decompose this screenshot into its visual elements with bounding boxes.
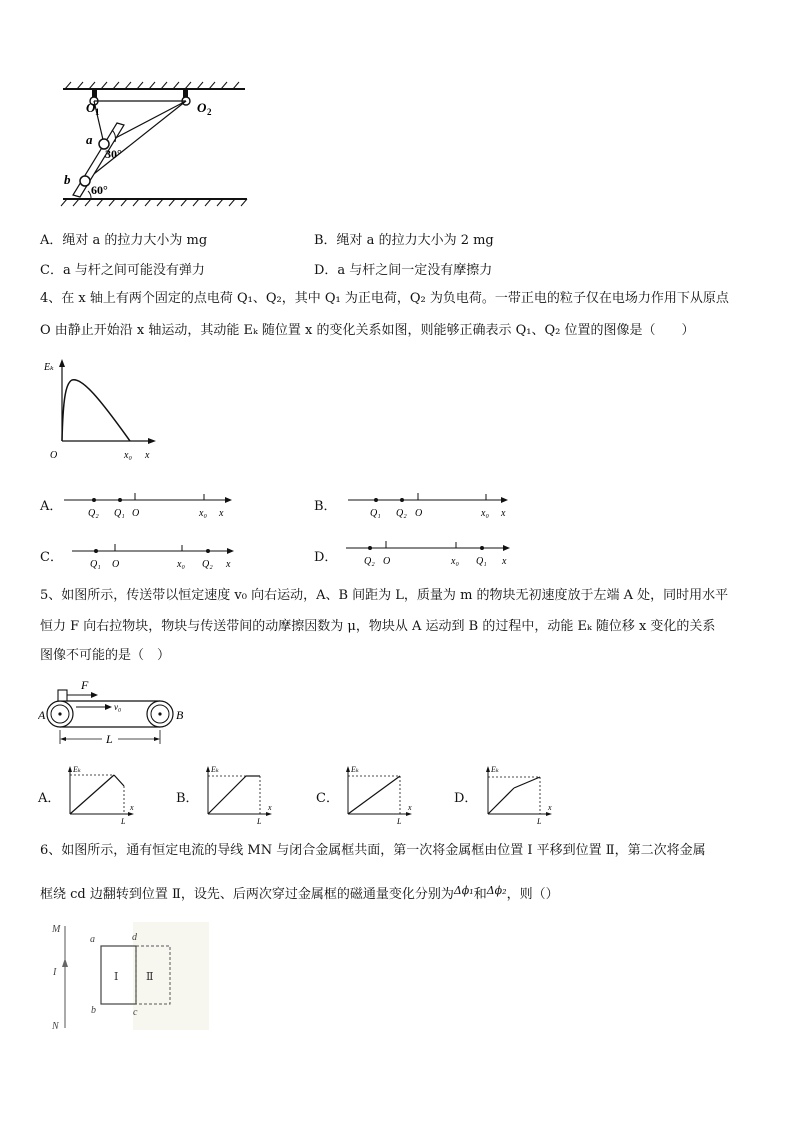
- q4b-label-1: Q₁: [370, 508, 381, 519]
- q4a-label-5: x: [219, 508, 224, 519]
- wire-n-label: N: [52, 1021, 59, 1032]
- q6-text-line1: 6、如图所示，通有恒定电流的导线 MN 与闭合金属框共面，第一次将金属框由位置 Ⅰ 平移到位置 Ⅱ，第二次将金属: [40, 843, 706, 858]
- q4-text-line1: 4、在 x 轴上有两个固定的点电荷 Q₁、Q₂，其中 Q₁ 为正电荷，Q₂ 为负电荷。一带正电的粒子仅在电场力作用下从原点: [40, 291, 729, 306]
- delta-phi2: Δϕ₂: [486, 884, 507, 897]
- q5-text-line3: 图像不可能的是（ ）: [40, 648, 171, 663]
- q3-option-a[interactable]: A．绳对 a 的拉力大小为 mg: [40, 233, 208, 248]
- q5-text-line1: 5、如图所示，传送带以恒定速度 v₀ 向右运动，A、B 间距为 L，质量为 m 的物块无初速度放于左端 A 处，同时用水平: [40, 588, 729, 603]
- q4a-label-2: Q₁: [114, 508, 125, 519]
- position-2-label: Ⅱ: [146, 971, 154, 983]
- conveyor-figure: [38, 676, 198, 746]
- q6-text-line2-wrap: [40, 878, 559, 908]
- corner-c-label: c: [133, 1007, 138, 1018]
- q4-graph-x0: x₀: [124, 450, 132, 461]
- q4-ek-graph: [40, 357, 180, 465]
- q4d-label-2: O: [383, 556, 391, 567]
- q4-option-a-line[interactable]: [62, 490, 242, 520]
- force-f-label: F: [81, 678, 89, 692]
- wire-m-label: M: [52, 924, 61, 935]
- corner-d-label: d: [132, 932, 137, 943]
- angle-60-label: 60°: [91, 183, 108, 197]
- corner-b-label: b: [91, 1005, 96, 1016]
- q5a-x: x: [130, 803, 134, 812]
- q3-option-b[interactable]: B．绳对 a 的拉力大小为 2 mg: [314, 233, 494, 248]
- q4c-label-3: x₀: [177, 559, 185, 570]
- point-b-label: B: [176, 708, 184, 722]
- q4c-label-5: x: [226, 559, 231, 570]
- length-l-label: L: [106, 732, 113, 746]
- rod-rope-figure: [55, 80, 255, 210]
- q5-option-a-graph[interactable]: [60, 762, 140, 826]
- corner-a-label: a: [90, 934, 95, 945]
- angle-30-label: 30°: [105, 147, 122, 161]
- wire-frame-figure: [45, 918, 220, 1036]
- ring-b-label: b: [64, 172, 71, 187]
- q5b-ek: Eₖ: [211, 765, 219, 774]
- q3-option-c[interactable]: C．a 与杆之间可能没有弹力: [40, 263, 205, 278]
- q4d-label-5: x: [502, 556, 507, 567]
- q4-option-b-line[interactable]: [346, 490, 526, 520]
- q6-text-line2: 框绕 cd 边翻转到位置 Ⅱ，设先、后两次穿过金属框的磁通量变化分别为: [40, 887, 454, 902]
- q5-option-b-letter[interactable]: B．: [176, 791, 199, 806]
- o1-label: O: [86, 100, 96, 115]
- o2-label: O: [197, 100, 207, 115]
- q5a-ek: Eₖ: [73, 765, 81, 774]
- q4-graph-xlabel: x: [145, 450, 150, 461]
- q5d-l: L: [537, 817, 542, 826]
- point-a-label: A: [38, 708, 46, 722]
- q4b-label-3: O: [415, 508, 423, 519]
- q5c-x: x: [408, 803, 412, 812]
- q5-text-line2: 恒力 F 向右拉物块，物块与传送带间的动摩擦因数为 μ，物块从 A 运动到 B 的过程中，动能 Eₖ 随位移 x 变化的关系: [40, 619, 716, 634]
- q3-option-d[interactable]: D．a 与杆之间一定没有摩擦力: [314, 263, 493, 278]
- q4d-label-1: Q₂: [364, 556, 375, 567]
- q4-text-line2: O 由静止开始沿 x 轴运动，其动能 Eₖ 随位置 x 的变化关系如图，则能够正确表示 Q₁、Q₂ 位置的图像是（ ）: [40, 323, 695, 338]
- q4a-label-4: x₀: [199, 508, 207, 519]
- q4c-label-1: Q₁: [90, 559, 101, 570]
- q6-tail: ，则（）: [506, 887, 559, 902]
- ring-a-label: a: [86, 132, 93, 147]
- q5b-l: L: [257, 817, 262, 826]
- q4d-label-3: x₀: [451, 556, 459, 567]
- q5-option-a-letter[interactable]: A．: [38, 791, 61, 806]
- delta-phi1: Δϕ₁: [453, 884, 474, 897]
- o2-subscript: 2: [207, 107, 212, 117]
- q5a-l: L: [121, 817, 126, 826]
- q4-option-c-letter[interactable]: C．: [40, 550, 63, 565]
- o1-subscript: 1: [95, 107, 100, 117]
- q4b-label-2: Q₂: [396, 508, 407, 519]
- q4-graph-ylabel: Eₖ: [44, 362, 54, 373]
- and-word: 和: [473, 887, 487, 902]
- v0-label: v₀: [114, 702, 122, 712]
- q4b-label-5: x: [501, 508, 506, 519]
- position-1-label: Ⅰ: [114, 971, 119, 983]
- q4c-label-2: O: [112, 559, 120, 570]
- q4c-label-4: Q₂: [202, 559, 213, 570]
- q4-option-d-line[interactable]: [344, 538, 524, 568]
- q4-graph-origin: O: [50, 450, 58, 461]
- q5-option-d-graph[interactable]: [478, 762, 558, 826]
- q4d-label-4: Q₁: [476, 556, 487, 567]
- q5-option-b-graph[interactable]: [198, 762, 278, 826]
- q4a-label-1: Q₂: [88, 508, 99, 519]
- q4-option-a-letter[interactable]: A．: [40, 499, 63, 514]
- q4-option-b-letter[interactable]: B．: [314, 499, 337, 514]
- q5-option-c-graph[interactable]: [338, 762, 418, 826]
- q5c-l: L: [397, 817, 402, 826]
- q4-option-d-letter[interactable]: D．: [314, 550, 338, 565]
- q5-option-d-letter[interactable]: D．: [454, 791, 478, 806]
- q5d-ek: Eₖ: [491, 765, 499, 774]
- q4a-label-3: O: [132, 508, 140, 519]
- q5-option-c-letter[interactable]: C．: [316, 791, 339, 806]
- q5b-x: x: [268, 803, 272, 812]
- q4b-label-4: x₀: [481, 508, 489, 519]
- q4-option-c-line[interactable]: [70, 541, 250, 571]
- current-i-label: I: [53, 967, 57, 978]
- q5d-x: x: [548, 803, 552, 812]
- q5c-ek: Eₖ: [351, 765, 359, 774]
